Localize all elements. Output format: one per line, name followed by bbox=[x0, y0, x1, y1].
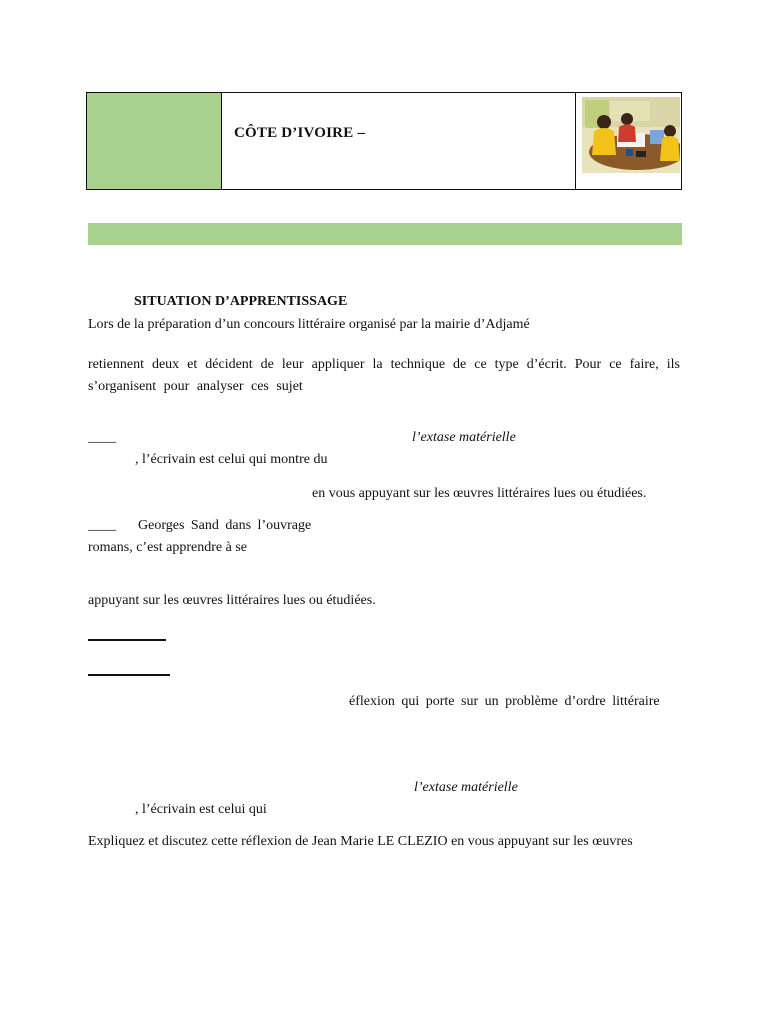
section-title: SITUATION D’APPRENTISSAGE bbox=[134, 294, 348, 309]
section-green-band bbox=[88, 223, 682, 245]
paragraph-line-6: Georges Sand dans l’ouvrage bbox=[138, 518, 312, 533]
students-group-work-illustration bbox=[582, 97, 680, 173]
paragraph-line-7: romans, c’est apprendre à se bbox=[88, 540, 247, 555]
header-table bbox=[86, 92, 682, 190]
paragraph-line-10: , l’écrivain est celui qui bbox=[135, 802, 267, 817]
quote-2: l’extase matérielle bbox=[414, 780, 518, 795]
blank-line-1: ____ bbox=[88, 430, 116, 445]
quote-1: l’extase matérielle bbox=[412, 430, 516, 445]
separator-rule-2 bbox=[88, 674, 170, 676]
paragraph-line-11: Expliquez et discutez cette réflexion de Jean Marie LE CLEZIO en vous appuyant sur les œuvres bbox=[88, 834, 633, 849]
paragraph-line-5: en vous appuyant sur les œuvres littéraires lues ou étudiées. bbox=[312, 486, 647, 501]
header-title-cell bbox=[222, 93, 576, 189]
blank-line-2: ____ bbox=[88, 518, 116, 533]
paragraph-line-3: s’organisent pour analyser ces sujet bbox=[88, 379, 303, 394]
header-image-cell bbox=[576, 93, 681, 189]
paragraph-line-8: appuyant sur les œuvres littéraires lues ou étudiées. bbox=[88, 593, 376, 608]
paragraph-line-9: éflexion qui porte sur un problème d’ordre littéraire bbox=[349, 694, 660, 709]
header-green-cell bbox=[87, 93, 222, 189]
separator-rule-1 bbox=[88, 639, 166, 641]
paragraph-line-2: retiennent deux et décident de leur appliquer la technique de ce type d’écrit. Pour ce faire, ils bbox=[88, 357, 680, 372]
header-title: CÔTE D’IVOIRE – bbox=[234, 125, 366, 141]
paragraph-line-1: Lors de la préparation d’un concours littéraire organisé par la mairie d’Adjamé bbox=[88, 317, 530, 332]
paragraph-line-4: , l’écrivain est celui qui montre du bbox=[135, 452, 328, 467]
